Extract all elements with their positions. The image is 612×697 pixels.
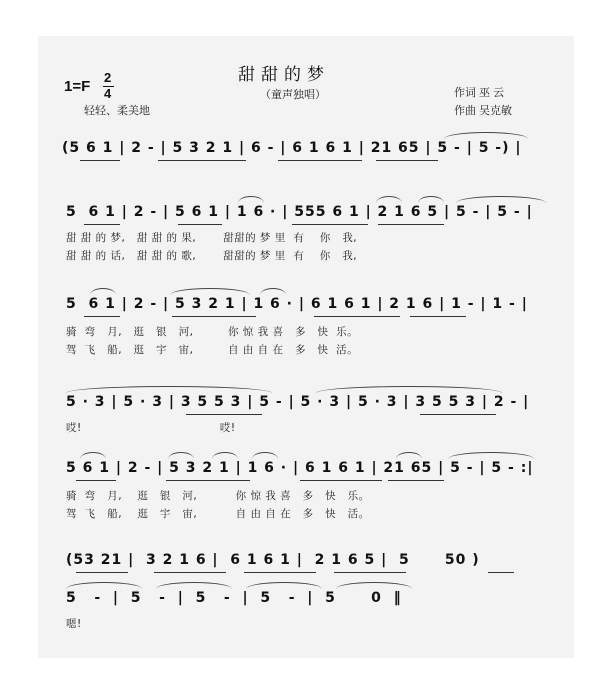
beam — [314, 316, 400, 317]
slur-arc — [80, 452, 106, 459]
slur-arc — [90, 288, 116, 295]
beam — [172, 316, 256, 317]
lyricist-credit: 作词 巫 云 — [454, 87, 505, 99]
time-signature-top: 2 — [104, 70, 112, 85]
phrase-arc — [316, 386, 502, 393]
slur-arc — [168, 452, 194, 459]
beam — [334, 572, 406, 573]
tie-arc — [156, 582, 232, 589]
tie-arc — [246, 582, 322, 589]
system-5-notes: 5 6 1 | 2 - | 5 3 2 1 | 1 6 · | 6 1 6 1 | 21 65 | 5 - | 5 - :| — [66, 460, 534, 476]
beam — [80, 160, 120, 161]
slur-arc — [212, 452, 238, 459]
beam — [76, 480, 116, 481]
key-signature: 1=F — [64, 78, 91, 95]
beam — [378, 224, 444, 225]
beam — [410, 316, 466, 317]
system-4-lyric: 哎! 哎! — [66, 422, 236, 434]
system-2-notes: 5 6 1 | 2 - | 5 6 1 | 1 6 · | 555 6 1 | 2 1 6 5 | 5 - | 5 - | — [66, 204, 533, 220]
song-title: 甜甜的梦 — [238, 65, 330, 84]
tie-arc — [448, 452, 534, 459]
beam — [186, 414, 262, 415]
system-3-lyric-1: 骑 弯 月, 逛 银 河, 你 惊 我 喜 多 快 乐。 — [66, 326, 359, 338]
slur-arc — [418, 196, 444, 203]
tie-arc — [336, 582, 412, 589]
beam — [84, 316, 120, 317]
system-5-lyric-2: 驾 飞 船, 逛 宇 宙, 自 由 自 在 多 快 活。 — [66, 508, 370, 520]
system-6-lyric: 嗯! — [66, 618, 82, 630]
beam — [300, 480, 382, 481]
beam — [488, 572, 514, 573]
beam — [420, 414, 496, 415]
system-6-lower-notes: 5 - | 5 - | 5 - | 5 - | 5 0 ‖ — [66, 590, 402, 606]
tie-arc — [66, 582, 142, 589]
beam — [166, 480, 250, 481]
beam — [76, 572, 128, 573]
slur-arc — [238, 196, 264, 203]
beam — [388, 480, 444, 481]
beam — [292, 224, 368, 225]
beam — [154, 572, 226, 573]
song-subtitle: （童声独唱） — [260, 89, 326, 101]
system-3-notes: 5 6 1 | 2 - | 5 3 2 1 | 1 6 · | 6 1 6 1 | 2 1 6 | 1 - | 1 - | — [66, 296, 528, 312]
slur-arc — [376, 196, 402, 203]
slur-arc — [260, 288, 286, 295]
tempo-marking: 轻轻、柔美地 — [84, 105, 150, 117]
system-2-lyric-2: 甜 甜 的 话, 甜 甜 的 歌, 甜甜的 梦 里 有 你 我, — [66, 250, 358, 262]
system-5-lyric-1: 骑 弯 月, 逛 银 河, 你 惊 我 喜 多 快 乐。 — [66, 490, 370, 502]
beam — [158, 160, 246, 161]
beam — [278, 160, 362, 161]
slur-arc — [170, 288, 250, 295]
tie-arc — [444, 132, 528, 139]
slur-arc — [396, 452, 422, 459]
system-3-lyric-2: 驾 飞 船, 逛 宇 宙, 自 由 自 在 多 快 活。 — [66, 344, 359, 356]
system-6-upper-notes: (53 21 | 3 2 1 6 | 6 1 6 1 | 2 1 6 5 | 5 50 ) — [66, 552, 480, 568]
score-sheet — [38, 36, 574, 658]
slur-arc — [252, 452, 278, 459]
system-2-lyric-1: 甜 甜 的 梦, 甜 甜 的 果, 甜甜的 梦 里 有 你 我, — [66, 232, 358, 244]
time-signature-bottom: 4 — [104, 86, 112, 101]
beam — [178, 224, 222, 225]
tie-arc — [456, 196, 546, 203]
beam — [244, 572, 316, 573]
beam — [84, 224, 120, 225]
beam — [376, 160, 438, 161]
composer-credit: 作曲 吴克敏 — [454, 105, 513, 117]
phrase-arc — [66, 386, 272, 393]
system-4-notes: 5 · 3 | 5 · 3 | 3 5 5 3 | 5 - | 5 · 3 | 5 · 3 | 3 5 5 3 | 2 - | — [66, 394, 530, 410]
system-1-notes: (5 6 1 | 2 - | 5 3 2 1 | 6 - | 6 1 6 1 | 21 65 | 5 - | 5 -) | — [62, 140, 522, 156]
